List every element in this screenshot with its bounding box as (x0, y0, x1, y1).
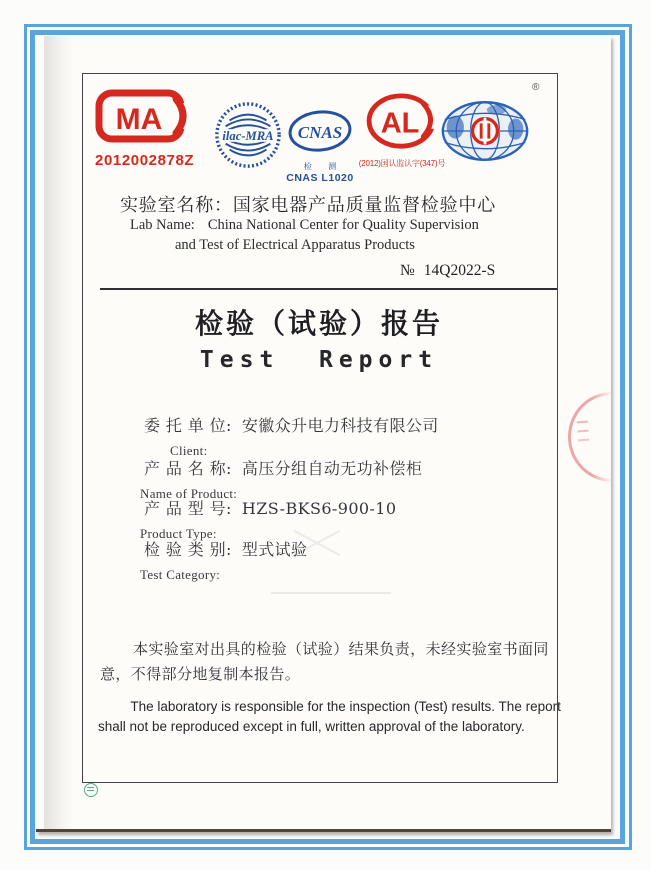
field-product-name-label-en: Name of Product: (140, 486, 238, 501)
ilac-mra-logo (212, 100, 284, 175)
field-client-line (144, 413, 439, 436)
globe-icon (439, 98, 531, 164)
report-number-value: 14Q2022-S (423, 262, 496, 279)
statement-en: The laboratory is responsible for the inspection (Test) results. The report shall not be reproduced except in full, written approval of the laboratory. (98, 699, 561, 734)
report-page (36, 36, 611, 832)
cma-icon (93, 88, 195, 146)
report-number-prefix: № (400, 262, 415, 279)
ilac-mra-icon (213, 100, 283, 170)
field-test-category-value: 型式试验 (241, 540, 308, 559)
lab-name-en-line2: and Test of Electrical Apparatus Products (175, 237, 415, 253)
cma-cert-number: 2012002878Z (95, 152, 195, 169)
field-client-value: 安徽众升电力科技有限公司 (241, 416, 439, 435)
al-icon (365, 92, 439, 152)
green-seal-icon (84, 783, 98, 797)
lab-name-zh (120, 191, 496, 217)
field-client-label-zh: 委 托 单 位: (144, 416, 232, 435)
field-product-name-line (144, 456, 422, 479)
cma-letters: MA (115, 103, 163, 136)
lab-name-en-line1 (130, 217, 479, 234)
field-product-type-line (144, 496, 396, 519)
red-stamp-fade (592, 380, 611, 490)
ilac-label: ilac-MRA (222, 128, 274, 143)
header-rule-line (100, 288, 557, 290)
cnas-letters: CNAS (297, 123, 343, 142)
field-test-category-label-en: Test Category: (140, 567, 221, 582)
cnas-code: CNAS L1020 (286, 172, 354, 184)
cnas-sub-zh: 检 测 (303, 162, 344, 171)
field-client (140, 413, 439, 459)
field-product-type-label-zh: 产 品 型 号: (144, 499, 232, 518)
field-product-type-label-en: Product Type: (140, 526, 217, 541)
registered-trademark-icon: ® (532, 82, 540, 93)
lab-label-zh: 实验室名称： (120, 195, 233, 216)
cqc-globe-logo (438, 98, 532, 169)
field-product-type-value: HZS-BKS6-900-10 (241, 499, 397, 518)
cma-logo (92, 88, 196, 169)
field-product-name-label-zh: 产 品 名 称: (144, 459, 232, 478)
lab-label-en: Lab Name: (130, 217, 195, 233)
report-number (400, 262, 495, 280)
page-fold-shadow (44, 36, 74, 829)
report-title-zh: 检验（试验）报告 (194, 307, 443, 340)
field-product-name-value: 高压分组自动无功补偿柜 (241, 459, 423, 478)
lab-value-zh: 国家电器产品质量监督检验中心 (232, 195, 497, 216)
faint-watermark (261, 534, 431, 614)
statement-zh: 本实验室对出具的检验（试验）结果负责，未经实验室书面同意，不得部分地复制本报告。 (100, 640, 549, 684)
report-title-en: Test Report (199, 347, 439, 373)
al-cert-line: (2012)国认监认字(347)号 (358, 159, 446, 168)
field-client-label-en: Client: (170, 443, 208, 458)
field-test-category-label-zh: 检 验 类 别: (144, 540, 232, 559)
al-letters: AL (380, 107, 420, 140)
lab-value-en1: China National Center for Quality Supervision (207, 217, 479, 233)
